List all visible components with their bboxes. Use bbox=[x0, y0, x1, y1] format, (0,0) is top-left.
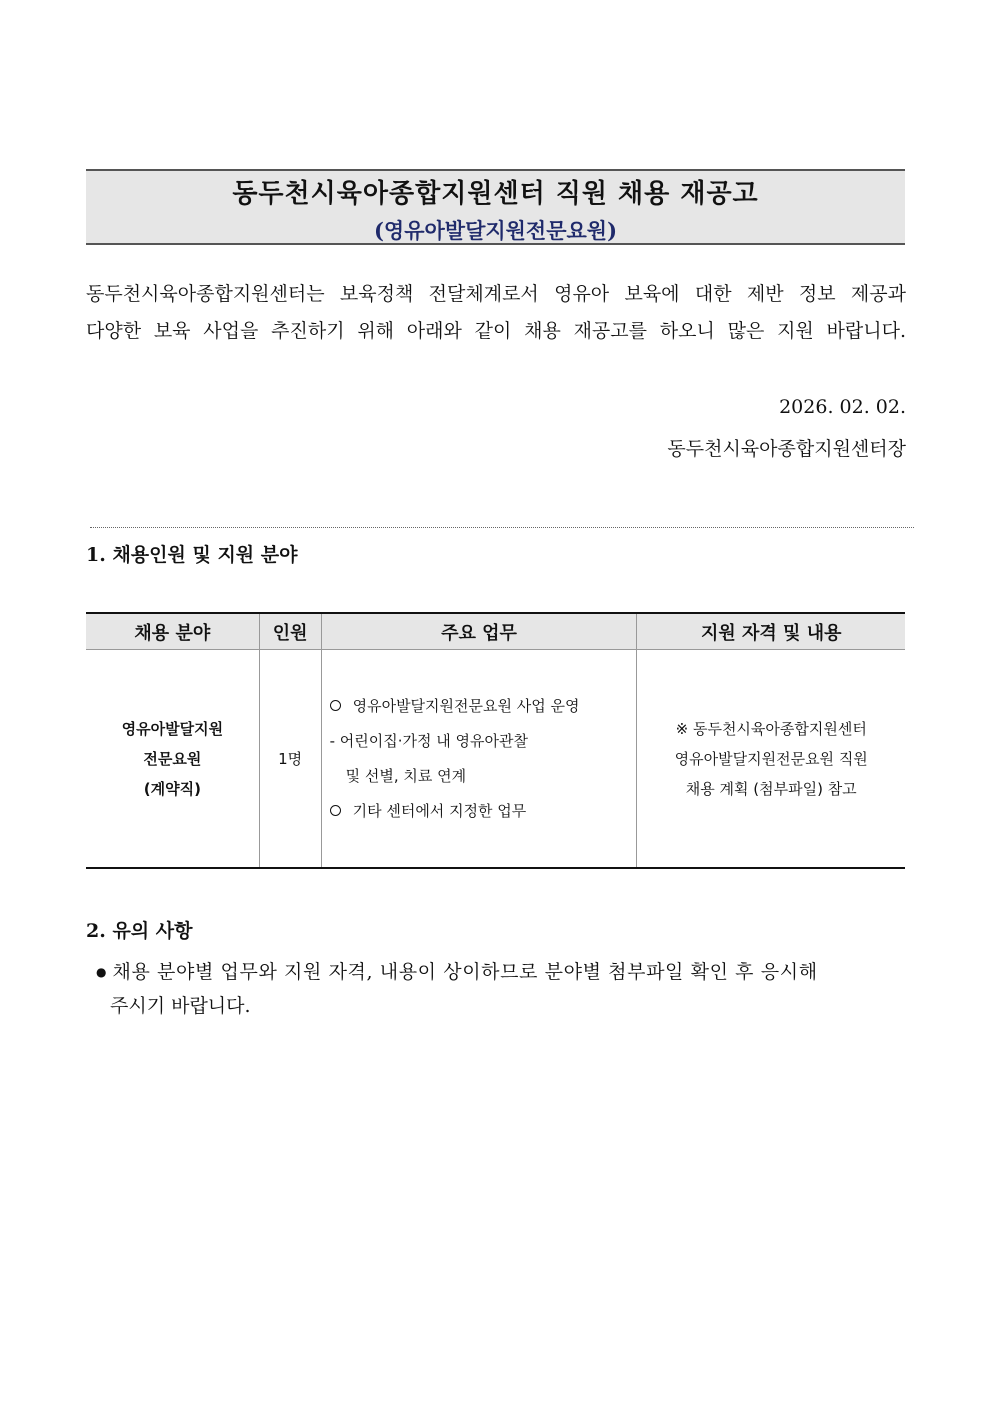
dotted-divider bbox=[90, 527, 914, 528]
circle-bullet-icon bbox=[330, 805, 341, 816]
field-line-2: 전문요원 bbox=[143, 749, 202, 768]
notice-line-2: 주시기 바랍니다. bbox=[110, 995, 251, 1017]
section-2-heading: 2. 유의 사항 bbox=[86, 920, 193, 942]
duty-item-3: 및 선별, 치료 연계 bbox=[345, 766, 467, 785]
cell-duties bbox=[321, 650, 637, 869]
announcement-date: 2026. 02. 02. bbox=[779, 396, 906, 418]
qualification-line-1: ※ 동두천시육아종합지원센터 bbox=[675, 719, 867, 738]
header-qualification: 지원 자격 및 내용 bbox=[637, 613, 905, 650]
cell-count: 1명 bbox=[259, 650, 321, 869]
recruitment-table bbox=[86, 612, 905, 869]
qualification-line-2: 영유아발달지원전문요원 직원 bbox=[674, 749, 868, 768]
table-header-row bbox=[86, 613, 905, 650]
signer: 동두천시육아종합지원센터장 bbox=[667, 438, 906, 460]
duty-item-2: - 어린이집·가정 내 영유아관찰 bbox=[329, 731, 528, 750]
header-field: 채용 분야 bbox=[86, 613, 259, 650]
circle-bullet-icon bbox=[330, 700, 341, 711]
notice-bullet bbox=[86, 955, 906, 1023]
page-subtitle: (영유아발달지원전문요원) bbox=[373, 218, 618, 243]
notice-line-1: ● 채용 분야별 업무와 지원 자격, 내용이 상이하므로 분야별 첨부파일 확인 후 응시해 bbox=[86, 955, 906, 989]
intro-line-2: 다양한 보육 사업을 추진하기 위해 아래와 같이 채용 재공고를 하오니 많은 지원 바랍니다. bbox=[86, 320, 906, 342]
duty-item-4: 기타 센터에서 지정한 업무 bbox=[330, 794, 637, 829]
page-title: 동두천시육아종합지원센터 직원 채용 재공고 bbox=[232, 179, 759, 209]
section-1-heading: 1. 채용인원 및 지원 분야 bbox=[86, 544, 298, 566]
bullet-dot-icon: ● bbox=[96, 965, 107, 979]
intro-line-1: 동두천시육아종합지원센터는 보육정책 전달체계로서 영유아 보육에 대한 제반 정보 제공과 bbox=[86, 283, 906, 305]
cell-field bbox=[86, 650, 259, 869]
header-duties: 주요 업무 bbox=[321, 613, 637, 650]
field-line-1: 영유아발달지원 bbox=[121, 719, 224, 738]
title-box bbox=[86, 169, 905, 245]
intro-paragraph bbox=[86, 276, 906, 350]
duty-item-1: 영유아발달지원전문요원 사업 운영 bbox=[330, 689, 637, 724]
table-row bbox=[86, 650, 905, 869]
header-count: 인원 bbox=[259, 613, 321, 650]
cell-qualification bbox=[637, 650, 905, 869]
qualification-line-3: 채용 계획 (첨부파일) 참고 bbox=[685, 779, 857, 798]
field-line-3: (계약직) bbox=[143, 779, 201, 798]
